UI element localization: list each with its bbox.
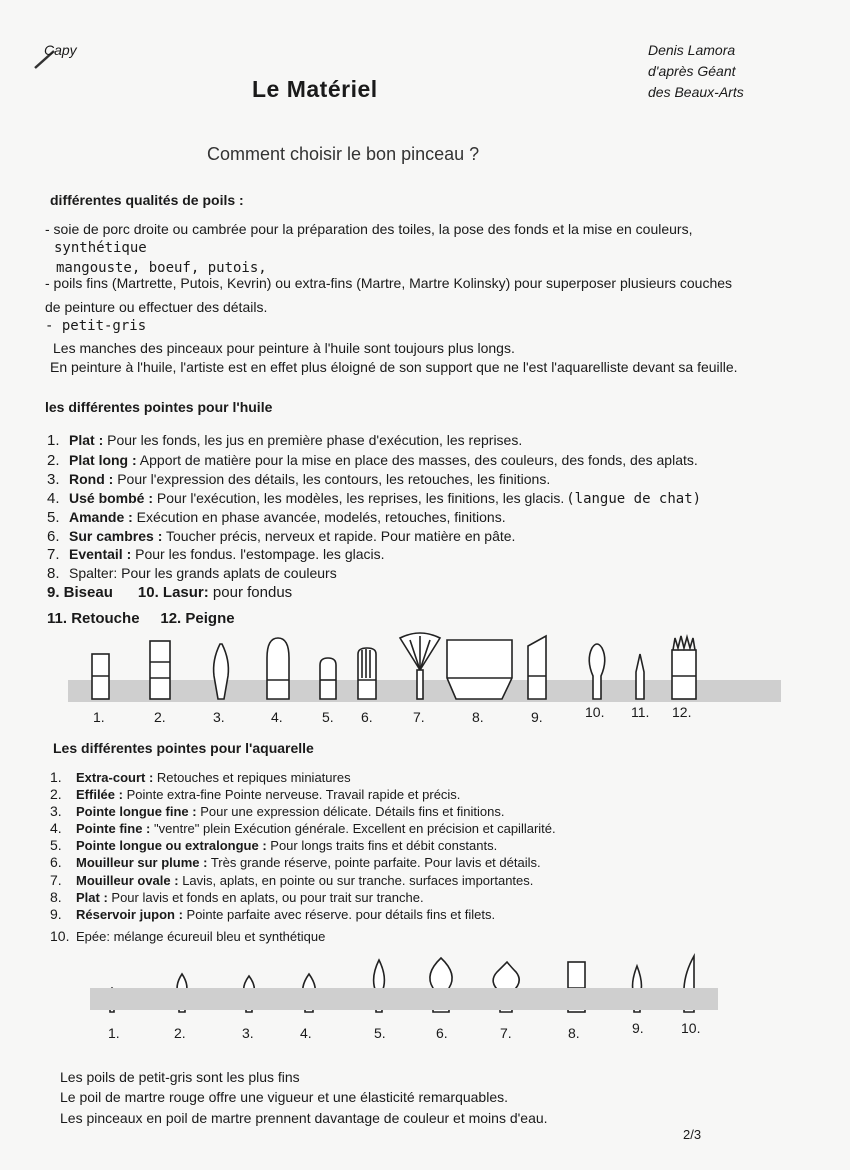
watercolor-item-number: 1. [50,769,62,785]
watercolor-item-desc: Pour longs traits fins et débit constants. [266,838,498,853]
watercolor-item [50,906,495,922]
oil-item-number: 5. [47,509,60,526]
watercolor-item-name: Pointe longue ou extralongue : [76,838,267,853]
oil-item-name: 10. Lasur: [137,584,209,601]
watercolor-item-desc: Très grande réserve, pointe parfaite. Pour lavis et détails. [207,855,541,870]
oil-item-desc: pour fondus [208,584,293,601]
watercolor-brush-label: 5. [374,1025,386,1041]
watercolor-brush-label: 6. [436,1025,448,1041]
oil-brush-7 [400,633,440,699]
oil-item-number: 7. [47,546,60,563]
oil-item-name: Rond : [69,471,114,487]
oil-brush-5 [320,658,336,699]
oil-brush-label: 7. [413,709,425,725]
oil-brush-label: 9. [531,709,543,725]
oil-brush-label: 5. [322,709,334,725]
watercolor-item-name: Effilée : [76,787,123,802]
watercolor-item-number: 4. [50,820,62,836]
oil-item-desc: Pour l'expression des détails, les contours, les retouches, les finitions. [113,471,551,487]
oil-brush-9 [528,636,546,699]
watercolor-item-name: Réservoir jupon : [76,907,183,922]
watercolor-item [50,769,351,785]
oil-item-desc: Pour l'exécution, les modèles, les reprises, les finitions, les glacis. [153,490,565,506]
watercolor-item-name: Plat : [76,890,108,905]
watercolor-item-desc: "ventre" plein Exécution générale. Excellent en précision et capillarité. [150,821,556,836]
watercolor-item-number: 10. [50,928,70,944]
oil-brush-2 [150,641,170,699]
oil-item-desc: Toucher précis, nerveux et rapide. Pour matière en pâte. [162,528,516,544]
watercolor-brush-label: 10. [681,1020,701,1036]
handwritten-note: mangouste, boeuf, putois, [56,260,267,276]
qualities-line: En peinture à l'huile, l'artiste est en effet plus éloigné de son support que ne l'est l'aquarelliste devant sa feuille. [50,359,738,375]
oil-item-name: Eventail : [69,546,132,562]
watercolor-item-desc: Retouches et repiques miniatures [153,770,351,785]
oil-brush-11 [636,654,644,699]
footer-line: Les poils de petit-gris sont les plus fins [60,1069,300,1085]
watercolor-item-number: 9. [50,906,62,922]
watercolor-item-name: Extra-court : [76,770,154,785]
oil-item-number: 8. [47,565,60,582]
handwritten-note: - petit-gris [45,318,147,334]
oil-item-number: 2. [47,452,60,469]
watercolor-item-desc: Pointe extra-fine Pointe nerveuse. Travail rapide et précis. [122,787,461,802]
qualities-line: de peinture ou effectuer des détails. [45,299,268,315]
watercolor-item-desc: Lavis, aplats, en pointe ou sur tranche. surfaces importantes. [178,873,534,888]
oil-item-desc: Apport de matière pour la mise en place des masses, des couleurs, des fonds, des aplats. [136,452,698,468]
oil-brush-label: 3. [213,709,225,725]
watercolor-brush-label: 8. [568,1025,580,1041]
qualities-line: Les manches des pinceaux pour peinture à l'huile sont toujours plus longs. [53,340,515,356]
oil-brush-label: 2. [154,709,166,725]
watercolor-item-desc: Pour une expression délicate. Détails fins et finitions. [196,804,505,819]
watercolor-brush-label: 9. [632,1020,644,1036]
handwritten-note: (langue de chat) [566,491,702,507]
watercolor-item [50,928,325,944]
qualities-heading: différentes qualités de poils : [50,192,244,208]
oil-brush-label: 4. [271,709,283,725]
footer-line: Le poil de martre rouge offre une vigueur et une élasticité remarquables. [60,1089,509,1105]
watercolor-item-name: Mouilleur sur plume : [76,855,208,870]
oil-brush-10 [589,644,605,699]
oil-item-desc: Spalter: Pour les grands aplats de couleurs [69,565,337,581]
qualities-line: - soie de porc droite ou cambrée pour la préparation des toiles, la pose des fonds et la mise en couleurs, [45,221,693,237]
oil-brush-label: 6. [361,709,373,725]
oil-brush-label: 12. [672,704,692,720]
oil-item-name: Usé bombé : [69,490,154,506]
watercolor-item-name: Mouilleur ovale : [76,873,179,888]
page-subtitle: Comment choisir le bon pinceau ? [207,144,480,164]
oil-brush-label: 8. [472,709,484,725]
watercolor-brush-label: 4. [300,1025,312,1041]
handwritten-note: synthétique [54,240,147,256]
author-line: des Beaux-Arts [648,84,744,100]
page-title: Le Matériel [252,76,378,102]
watercolor-brush-label: 2. [174,1025,186,1041]
watercolor-heading: Les différentes pointes pour l'aquarelle [53,740,314,756]
oil-brush-8 [447,640,512,699]
oil-brush-label: 1. [93,709,105,725]
footer-line: Les pinceaux en poil de martre prennent davantage de couleur et moins d'eau. [60,1110,548,1126]
watercolor-brush-label: 1. [108,1025,120,1041]
watercolor-item-number: 7. [50,872,62,888]
oil-item-name: Sur cambres : [69,528,163,544]
page-number: 2/3 [683,1127,702,1142]
watercolor-item [50,854,541,870]
watercolor-item [50,803,504,819]
watercolor-item [50,837,497,853]
watercolor-item [50,872,533,888]
oil-brush-3 [214,644,229,699]
watercolor-item [50,889,424,905]
watercolor-item-name: Pointe fine : [76,821,151,836]
oil-brush-label: 11. [631,704,650,720]
watercolor-item-number: 8. [50,889,62,905]
watercolor-item-desc: Pointe parfaite avec réserve. pour détails fins et filets. [182,907,496,922]
author-line: d'après Géant [648,63,736,79]
watercolor-item-name: Pointe longue fine : [76,804,197,819]
oil-item-name: Plat : [69,432,104,448]
watercolor-item-number: 5. [50,837,62,853]
oil-brush-6 [358,648,376,699]
oil-item-desc: Pour les fondus. l'estompage. les glacis. [131,546,385,562]
watercolor-item [50,786,460,802]
corner-label: Capy [44,42,77,58]
qualities-line: - poils fins (Martrette, Putois, Kevrin) ou extra-fins (Martre, Martre Kolinsky) pour superposer plusieurs couches [45,275,733,291]
oil-item-name: Plat long : [69,452,137,468]
oil-item-name: 9. Biseau [47,584,113,601]
watercolor-item-number: 6. [50,854,62,870]
watercolor-brush-label: 3. [242,1025,254,1041]
watercolor-brush-strip [90,988,718,1010]
oil-item-desc: Pour les fonds, les jus en première phase d'exécution, les reprises. [103,432,523,448]
oil-item-number: 4. [47,490,60,507]
oil-item-number: 6. [47,528,60,545]
oil-line-11-12: 11. Retouche 12. Peigne [47,610,235,627]
oil-item-number: 1. [47,432,60,449]
oil-heading: les différentes pointes pour l'huile [45,399,273,415]
oil-item-desc: Exécution en phase avancée, modelés, retouches, finitions. [132,509,506,525]
oil-item-name: Amande : [69,509,133,525]
oil-brush-12 [672,636,696,699]
oil-brush-4 [267,638,289,699]
watercolor-item-number: 3. [50,803,62,819]
author-line: Denis Lamora [648,42,736,58]
oil-brush-label: 10. [585,704,605,720]
oil-brush-1 [92,654,109,699]
watercolor-item [50,820,556,836]
oil-item-number: 3. [47,471,60,488]
watercolor-brush-label: 7. [500,1025,512,1041]
watercolor-item-number: 2. [50,786,62,802]
watercolor-item-desc: Pour lavis et fonds en aplats, ou pour trait sur tranche. [107,890,424,905]
watercolor-item-desc: Epée: mélange écureuil bleu et synthétique [76,929,326,944]
